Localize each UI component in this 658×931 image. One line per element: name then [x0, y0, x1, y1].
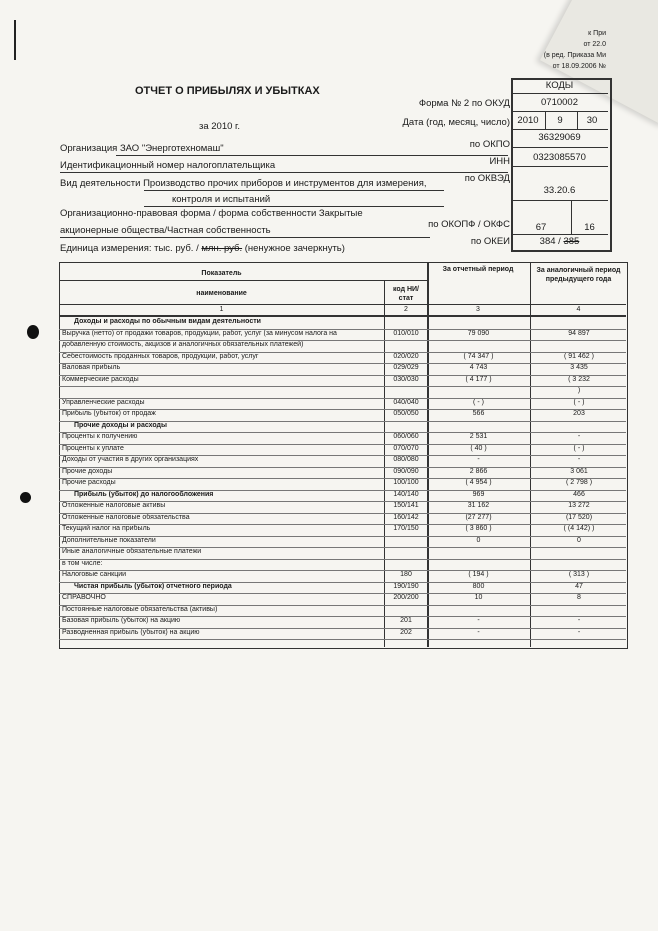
table-cell-cur: ( 194 ) — [468, 571, 489, 578]
table-cell-prev: ( - ) — [573, 444, 585, 452]
table-cell-cur: 969 — [472, 490, 485, 498]
table-cell-code: 190/190 — [393, 582, 419, 590]
unit-line: Единица измерения: тыс. руб. / млн. руб. (ненужное зачеркнуть) — [60, 243, 345, 254]
table-cell-prev: ( 3 232 — [568, 375, 590, 383]
table-cell-cur: 31 162 — [467, 502, 490, 509]
codes-label: КОДЫ — [545, 80, 574, 91]
table-cell-code: 029/029 — [393, 364, 419, 371]
inn-code: 0323085570 — [533, 152, 586, 163]
table-cell-name: Разводненная прибыль (убыток) на акцию — [62, 628, 200, 636]
table-cell-name: Управленческие расходы — [62, 398, 145, 406]
table-cell-prev: ) — [577, 387, 581, 394]
table-cell-name: Выручка (нетто) от продажи товаров, продукции, работ, услуг (за минусом налога на — [62, 329, 337, 337]
date-year: 2010 — [517, 115, 539, 126]
table-cell-prev: - — [577, 628, 581, 636]
okei-code: 384 / 385 — [539, 236, 580, 247]
okopf-label: по ОКОПФ / ОКФС — [428, 219, 510, 230]
table-cell-cur: - — [477, 617, 480, 624]
col-prev: За аналогичный период предыдущего года — [536, 267, 621, 283]
page-title: ОТЧЕТ О ПРИБЫЛЯХ И УБЫТКАХ — [135, 85, 320, 97]
table-cell-prev: 8 — [577, 594, 581, 601]
date-month: 9 — [557, 115, 563, 126]
table-cell-code: 170/150 — [393, 525, 419, 532]
table-cell-prev: 0 — [577, 536, 581, 544]
table-cell-prev: 3 435 — [570, 364, 588, 371]
table-cell-code: 200/200 — [393, 594, 419, 601]
table-cell-name: Себестоимость проданных товаров, продукции, работ, услуг — [62, 352, 259, 360]
table-cell-cur: ( 4 177 ) — [465, 375, 492, 383]
table-cell-name: Прочие доходы и расходы — [74, 421, 167, 429]
table-cell-prev: 203 — [573, 410, 585, 417]
table-cell-cur: ( 40 ) — [470, 444, 487, 452]
table-cell-name: Проценты к уплате — [62, 444, 124, 452]
activity-value-2: контроля и испытаний — [172, 194, 271, 205]
table-cell-prev: (17 520) — [565, 513, 593, 521]
table-cell-cur: (27 277) — [465, 513, 492, 521]
org-line: Организация ЗАО "Энерготехномаш" — [60, 143, 224, 154]
table-cell-name: Иные аналогичные обязательные платежи — [62, 548, 202, 555]
date-label: Дата (год, месяц, число) — [402, 117, 510, 128]
table-cell-name: Прибыль (убыток) до налогообложения — [74, 490, 214, 498]
inn-title: Идентификационный номер налогоплательщика — [60, 160, 276, 171]
table-cell-name: Проценты к получению — [62, 433, 138, 440]
table-cell-name: Доходы и расходы по обычным видам деятельности — [74, 318, 261, 325]
order-note: к При от 22.0 (в ред. Приказа Ми от 18.09.2006 № — [543, 30, 606, 70]
table-cell-code: 050/050 — [393, 410, 419, 417]
table-cell-cur: 10 — [474, 594, 483, 601]
table-cell-prev: 94 897 — [568, 329, 590, 337]
table-cell-name: Чистая прибыль (убыток) отчетного периода — [74, 582, 232, 590]
table-cell-code: 060/060 — [393, 433, 419, 440]
table-cell-code: 201 — [400, 617, 412, 624]
table-cell-cur: ( 4 954 ) — [465, 479, 492, 486]
table-cell-name: Налоговые санкции — [62, 571, 127, 578]
table-cell-code: 150/141 — [393, 502, 419, 509]
table-cell-prev: - — [577, 617, 581, 624]
table-cell-code: 202 — [400, 628, 412, 636]
table-cell-name: Отложенные налоговые активы — [62, 502, 166, 509]
punch-hole-2 — [20, 492, 31, 503]
table-cell-prev: ( 313 ) — [568, 571, 590, 578]
legal-line: Организационно-правовая форма / форма собственности Закрытые — [60, 208, 363, 219]
table-cell-code: 090/090 — [393, 467, 419, 475]
table-cell-prev: ( 91 462 ) — [564, 352, 594, 360]
col-code: код НИ/ стат — [392, 286, 419, 302]
table-cell-name: Базовая прибыль (убыток) на акцию — [62, 617, 181, 624]
okopf-code: 67 — [535, 222, 547, 233]
table-cell-cur: 2 531 — [469, 433, 488, 440]
table-cell-code: 010/010 — [393, 329, 419, 337]
legal-value: Закрытые — [318, 208, 363, 219]
org-name: ЗАО "Энерготехномаш" — [119, 143, 224, 154]
activity-line: Вид деятельности Производство прочих приборов и инструментов для измерения, — [60, 178, 427, 189]
table-cell-cur: ( 3 860 ) — [465, 525, 492, 532]
legal-value-2: акционерные общества/Частная собственность — [60, 225, 271, 236]
table-cell-name: СПРАВОЧНО — [62, 594, 106, 601]
table-cell-cur: ( 74 347 ) — [463, 352, 494, 360]
table-cell-name: Дополнительные показатели — [62, 536, 156, 544]
table-cell-name: Коммерческие расходы — [62, 375, 139, 383]
table-cell-prev: - — [577, 433, 581, 440]
table-cell-prev: 13 272 — [568, 502, 590, 509]
table-cell-name: Валовая прибыль — [62, 364, 121, 371]
col-indicator: Показатель — [201, 270, 242, 277]
table-cell-prev: 47 — [575, 582, 583, 590]
table-cell-prev: ( (4 142) ) — [563, 525, 595, 532]
table-cell-code: 080/080 — [393, 456, 419, 463]
table-cell-cur: 79 090 — [467, 329, 490, 337]
okpo-label: по ОКПО — [469, 139, 510, 150]
table-cell-code: 020/020 — [393, 352, 419, 360]
scan-mark-top-left — [14, 20, 16, 60]
table-cell-name: Прибыль (убыток) от продаж — [62, 410, 156, 417]
table-cell-name: Прочие доходы — [62, 467, 113, 475]
table-cell-code: 180 — [400, 571, 412, 578]
table-cell-prev: ( - ) — [573, 398, 585, 406]
table-cell-cur: 2 866 — [469, 467, 488, 475]
table-cell-cur: - — [477, 628, 480, 636]
table-cell-name: Отложенные налоговые обязательства — [62, 513, 190, 521]
table-cell-name: Постоянные налоговые обязательства (активы) — [62, 605, 218, 613]
table-row-divider — [59, 639, 626, 640]
table-cell-code: 040/040 — [393, 398, 419, 406]
table-cell-name: Доходы от участия в других организациях — [62, 456, 199, 463]
table-cell-name: Текущий налог на прибыль — [62, 525, 151, 532]
table-cell-cur: ( - ) — [473, 398, 484, 406]
col-current: За отчетный период — [442, 266, 514, 273]
form-label: Форма № 2 по ОКУД — [418, 98, 510, 109]
form-code: 0710002 — [541, 97, 578, 108]
okpo-code: 36329069 — [538, 132, 581, 143]
col-name: наименование — [196, 290, 247, 297]
table-cell-code: 100/100 — [393, 479, 419, 486]
punch-hole-1 — [27, 325, 39, 339]
table-cell-cur: 566 — [472, 410, 485, 417]
okfs-code: 16 — [584, 222, 595, 233]
table-cell-prev: ( 2 798 ) — [565, 479, 593, 486]
table-cell-name: в том числе: — [62, 559, 103, 567]
table-cell-cur: 0 — [476, 536, 481, 544]
table-cell-code: 160/142 — [393, 513, 419, 521]
okei-label: по ОКЕИ — [470, 236, 510, 247]
table-cell-name: добавленную стоимость, акцизов и аналогичных обязательных платежей) — [62, 341, 304, 348]
table-cell-cur: 800 — [472, 582, 485, 590]
okved-label: по ОКВЭД — [464, 173, 510, 184]
activity-value: Производство прочих приборов и инструментов для измерения, — [143, 178, 427, 189]
report-period: за 2010 г. — [199, 121, 240, 132]
table-cell-prev: 466 — [573, 490, 585, 498]
okved-code: 33.20.6 — [543, 185, 576, 196]
table-cell-prev: - — [577, 456, 581, 463]
table-cell-cur: 4 743 — [469, 364, 488, 371]
table-cell-code: 140/140 — [393, 490, 419, 498]
table-cell-name: Прочие расходы — [62, 479, 116, 486]
table-cell-prev: 3 061 — [570, 467, 588, 475]
inn-label: ИНН — [489, 156, 510, 167]
table-cell-code: 030/030 — [393, 375, 419, 383]
table-cell-code: 070/070 — [393, 444, 419, 452]
date-day: 30 — [586, 115, 598, 126]
table-cell-cur: - — [477, 456, 480, 463]
